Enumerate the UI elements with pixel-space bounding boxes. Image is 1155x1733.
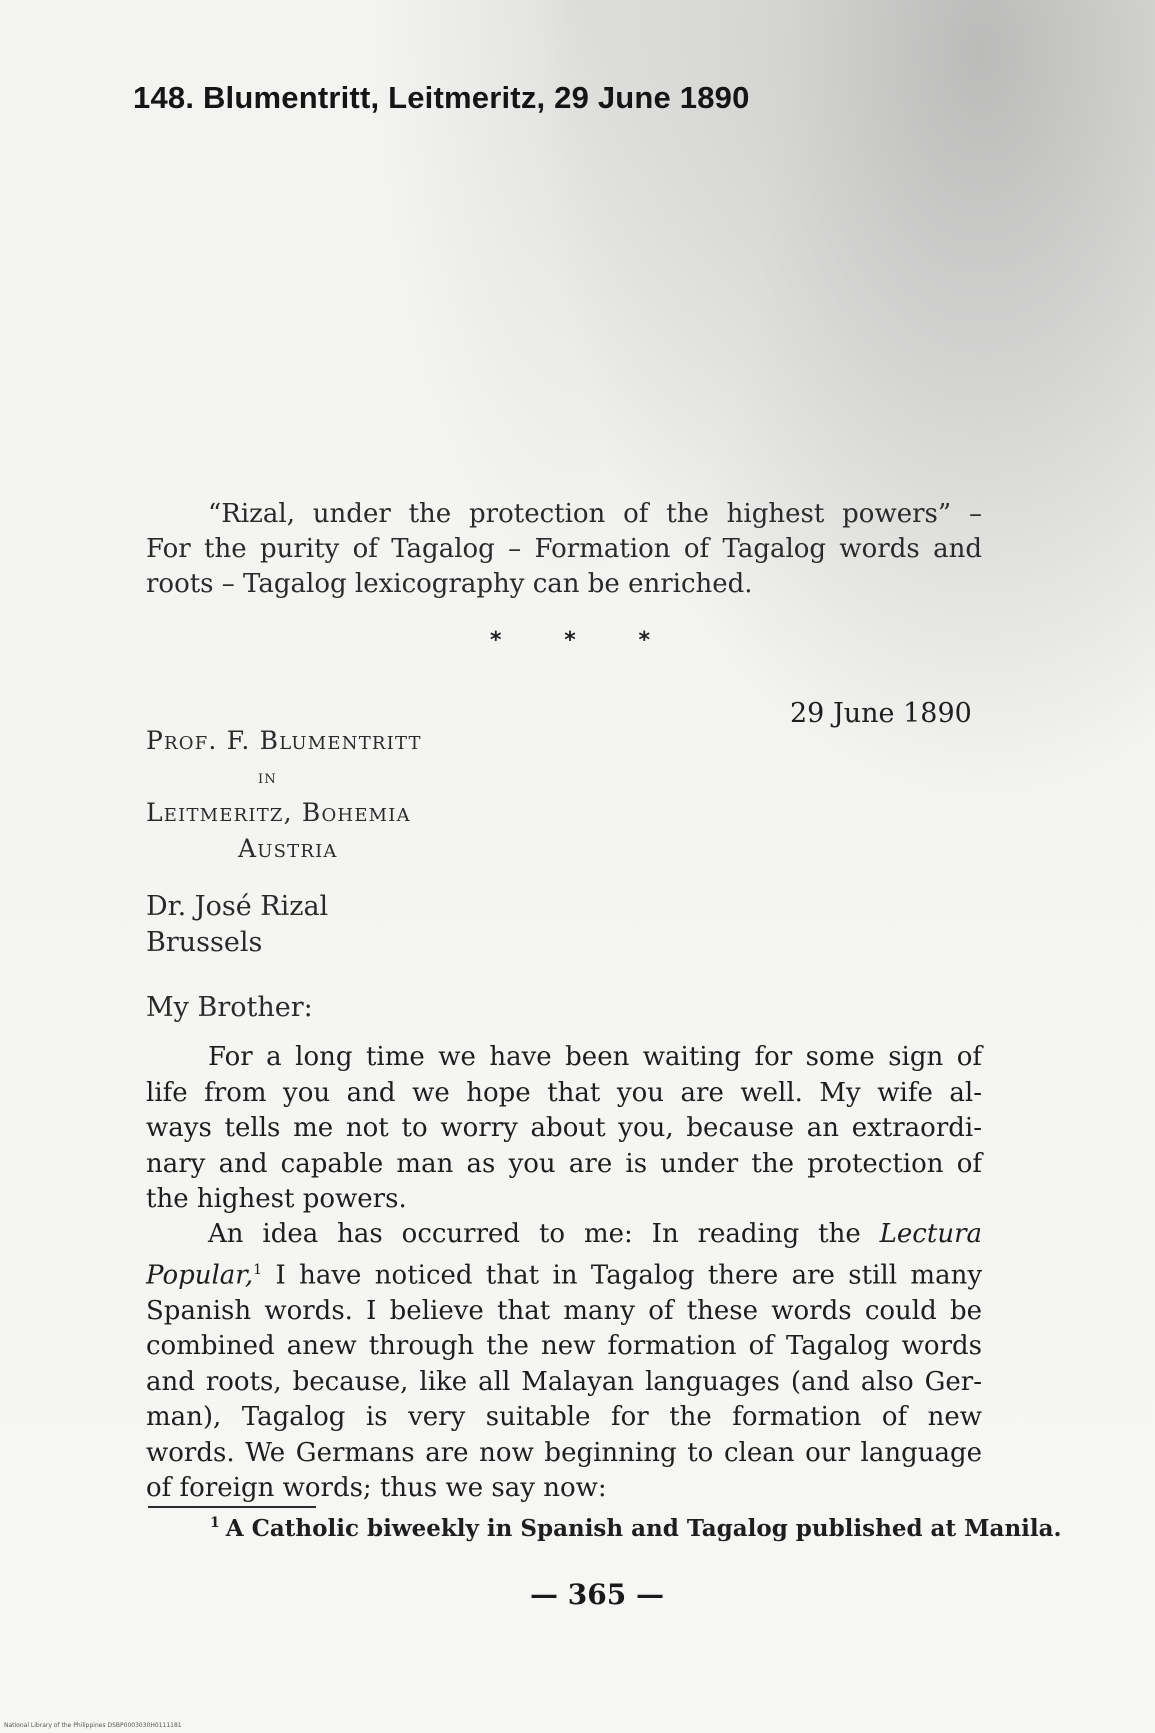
letter-summary [146, 497, 982, 602]
recipient-name: Prof. F. Blumentritt [146, 726, 422, 755]
separator-star: * [490, 628, 502, 653]
sender-block [146, 889, 328, 961]
paragraph-line: For a long time we have been waiting for some sign of [208, 1042, 982, 1072]
footnote-reference: 1 [253, 1261, 263, 1278]
footnote-text: A Catholic biweekly in Spanish and Tagalog published at Manila. [225, 1515, 1062, 1542]
publication-title: Popular, [146, 1260, 254, 1291]
paragraph-line: combined anew through the new formation of Tagalog words [146, 1331, 982, 1362]
paragraph-text: I have noticed that in Tagalog there are still many [275, 1260, 983, 1291]
recipient-in: in [258, 766, 277, 788]
page-number: — 365 — [530, 1578, 664, 1611]
separator-star: * [564, 628, 576, 653]
recipient-address [146, 723, 422, 867]
salutation: My Brother: [146, 992, 313, 1023]
paragraph-2 [146, 1217, 982, 1507]
summary-line: “Rizal, under the protection of the highest powers” – [208, 499, 982, 529]
paragraph-line: life from you and we hope that you are well. My wife al- [146, 1077, 982, 1108]
paragraph-line [146, 1253, 982, 1294]
letter-date: 29 June 1890 [790, 698, 972, 729]
recipient-country: Austria [238, 834, 338, 863]
paragraph-text: An idea has occurred to me: In reading the [208, 1219, 861, 1249]
recipient-city: Leitmeritz, Bohemia [146, 798, 411, 827]
scan-credit: National Library of the Philippines DSBP0003030H0111181 [4, 1722, 182, 1729]
summary-line: roots – Tagalog lexicography can be enriched. [146, 569, 753, 599]
footnote [210, 1515, 1062, 1542]
section-separator [490, 628, 650, 653]
paragraph-line: nary and capable man as you are is under the protection of [146, 1148, 982, 1179]
letter-heading: 148. Blumentritt, Leitmeritz, 29 June 1890 [133, 80, 750, 115]
paragraph-line: ways tells me not to worry about you, because an extraordi- [146, 1113, 982, 1143]
paragraph-line: man), Tagalog is very suitable for the formation of new [146, 1402, 982, 1433]
paragraph-line: words. We Germans are now beginning to clean our language [146, 1437, 982, 1468]
sender-place: Brussels [146, 927, 263, 958]
publication-title: Lectura [879, 1219, 982, 1249]
paragraph-line [146, 1217, 982, 1253]
sender-name: Dr. José Rizal [146, 891, 329, 922]
separator-star: * [638, 628, 650, 653]
footnote-divider [148, 1506, 316, 1508]
summary-line: For the purity of Tagalog – Formation of Tagalog words and [146, 534, 982, 564]
paragraph-line: the highest powers. [146, 1184, 407, 1214]
paragraph-line: of foreign words; thus we say now: [146, 1473, 607, 1504]
paragraph-1 [146, 1040, 982, 1218]
footnote-number: 1 [210, 1515, 220, 1532]
paragraph-line: and roots, because, like all Malayan languages (and also Ger- [146, 1366, 982, 1397]
paragraph-line: Spanish words. I believe that many of these words could be [146, 1295, 982, 1326]
